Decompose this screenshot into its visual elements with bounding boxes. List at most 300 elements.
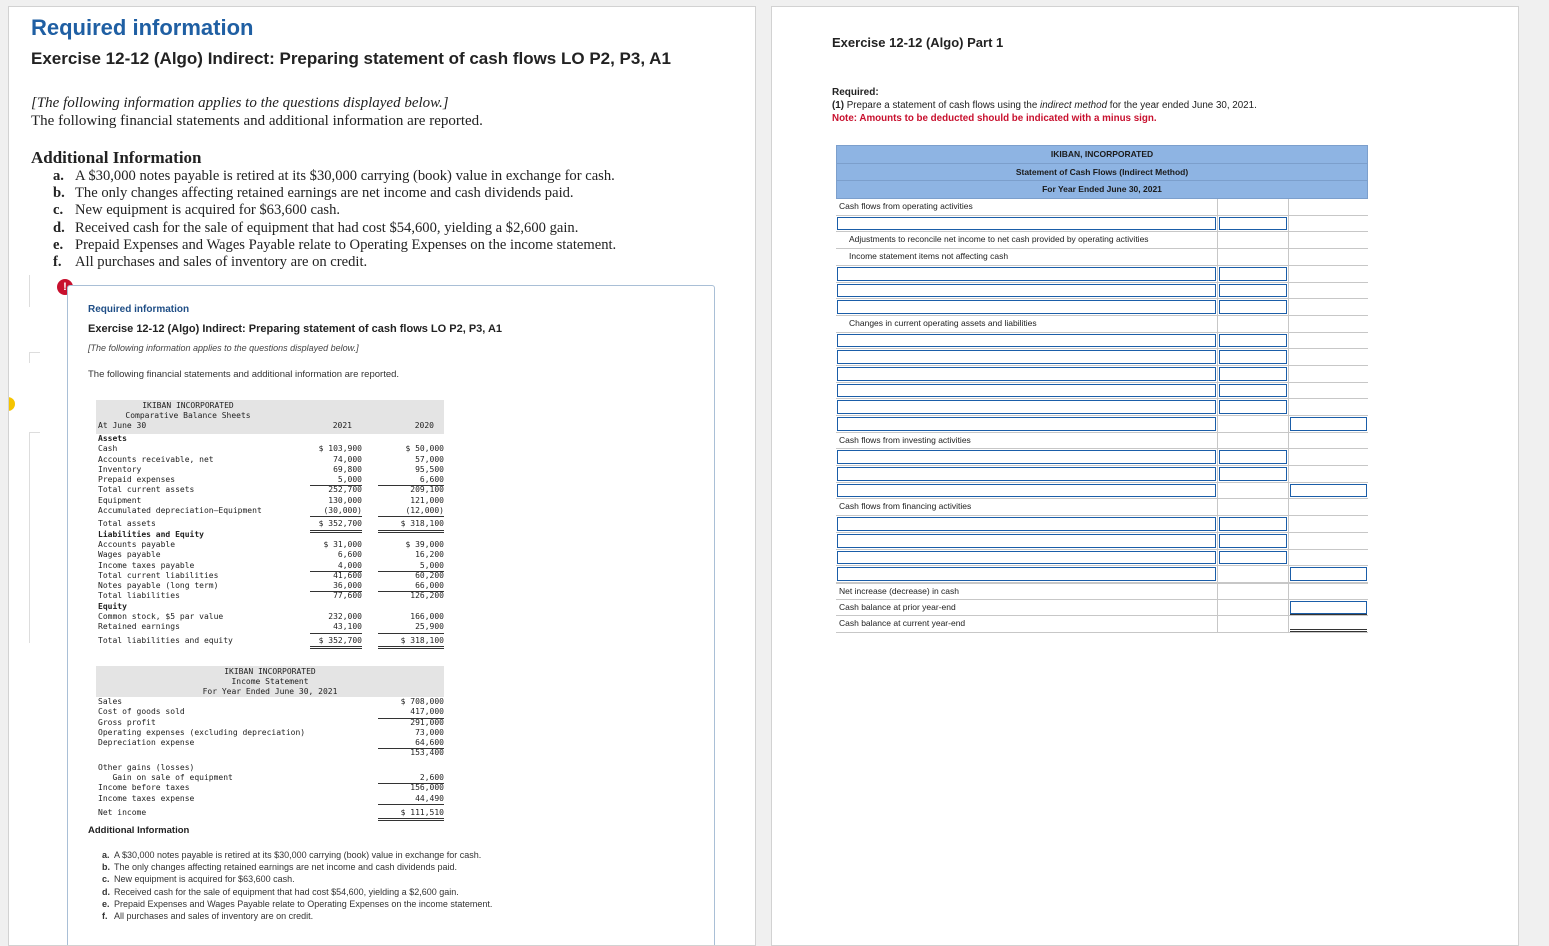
is-row-label: Gross profit [98, 717, 156, 727]
cf-amount-input[interactable] [1219, 534, 1287, 548]
cf-amount-input[interactable] [1219, 367, 1287, 381]
cf-row [836, 616, 1368, 633]
cf-section-label: Income statement items not affecting cash [849, 251, 1009, 262]
popup-additional-info-item: e. Prepaid Expenses and Wages Payable relate to Operating Expenses on the income statement. [102, 898, 493, 909]
cf-amount-cell [1218, 449, 1289, 465]
is-value: $ 708,000 [400, 697, 444, 706]
cf-amount-input[interactable] [1219, 384, 1287, 398]
bs-row-label: Assets [98, 434, 127, 443]
bs-row [96, 581, 444, 591]
cf-label-cell [836, 516, 1218, 532]
bs-value-2021: $ 31,000 [323, 539, 362, 549]
additional-info-item: a. A $30,000 notes payable is retired at its $30,000 carrying (book) value in exchange for cash. [53, 168, 615, 184]
cf-label-cell [836, 316, 1218, 332]
cf-amount-cell [1218, 266, 1289, 282]
alert-icon[interactable]: ! [57, 279, 73, 295]
is-value: 417,000 [378, 707, 444, 718]
bs-value-2020: $ 50,000 [405, 444, 444, 454]
cf-amount-cell [1218, 232, 1289, 248]
cf-amount-input[interactable] [1219, 334, 1287, 348]
cf-amount-input[interactable] [1219, 517, 1287, 531]
cf-amount-input[interactable] [1219, 284, 1287, 298]
scroll-marker-icon[interactable] [8, 397, 15, 411]
bs-row-label: Total current assets [98, 485, 195, 495]
cf-row [836, 533, 1368, 550]
bs-value-2020: 126,200 [410, 591, 444, 601]
cf-total-cell [1289, 266, 1368, 282]
is-value: 64,600 [378, 738, 444, 749]
bs-year-2021: 2021 [332, 421, 352, 430]
bs-value-2020: 166,000 [410, 612, 444, 622]
cf-amount-cell [1218, 584, 1289, 599]
cf-total-cell [1289, 399, 1368, 415]
bs-value-2020: 16,200 [415, 550, 444, 560]
cf-row [836, 583, 1368, 600]
cf-label-cell [836, 416, 1218, 432]
is-row-label: Operating expenses (excluding depreciation) [98, 727, 306, 737]
cf-total-cell [1289, 616, 1368, 632]
cf-section-label: Cash balance at current year-end [839, 618, 966, 629]
cf-row [836, 216, 1368, 233]
cf-amount-input[interactable] [1219, 217, 1287, 231]
cf-description-input[interactable] [837, 334, 1216, 348]
cf-label-cell [836, 266, 1218, 282]
cf-section-label: Changes in current operating assets and liabilities [849, 317, 1037, 328]
is-value: 291,000 [410, 717, 444, 727]
bs-value-2020: 57,000 [415, 454, 444, 464]
cf-amount-cell [1218, 366, 1289, 382]
is-value: 153,400 [410, 748, 444, 758]
bs-col-label: At June 30 [98, 421, 147, 430]
cf-total-cell [1289, 566, 1368, 582]
cash-flow-rows [836, 199, 1368, 633]
cf-amount-cell [1218, 416, 1289, 432]
cf-total-cell [1289, 216, 1368, 232]
cf-description-input[interactable] [837, 467, 1216, 481]
bs-row-label: Total liabilities and equity [98, 635, 233, 645]
cf-amount-cell [1218, 483, 1289, 499]
cf-period: For Year Ended June 30, 2021 [1042, 184, 1162, 195]
is-row-label: Net income [98, 807, 147, 817]
is-row [96, 783, 444, 793]
is-row [96, 707, 444, 717]
bs-value-2020: 25,900 [378, 622, 444, 633]
bs-row-label: Accounts receivable, net [98, 454, 214, 464]
cf-total-cell [1289, 483, 1368, 499]
cf-label-cell [836, 449, 1218, 465]
additional-info-list [53, 168, 616, 271]
cf-label-cell [836, 483, 1218, 499]
bs-row [96, 622, 444, 632]
cf-row [836, 333, 1368, 350]
is-value: $ 111,510 [378, 808, 444, 821]
cf-amount-input[interactable] [1219, 267, 1287, 281]
bs-row [96, 571, 444, 581]
required-info-popup[interactable] [67, 285, 715, 946]
bs-row-label: Notes payable (long term) [98, 581, 219, 591]
bs-row [96, 444, 444, 454]
cf-total-cell [1289, 584, 1368, 599]
bs-value-2021: 41,600 [333, 570, 362, 580]
cf-description-input[interactable] [837, 384, 1216, 398]
additional-info-item: c. New equipment is acquired for $63,600 cash. [53, 202, 341, 219]
cf-description-input[interactable] [837, 417, 1216, 431]
cf-amount-cell [1218, 283, 1289, 299]
cf-row [836, 299, 1368, 316]
divider [29, 275, 30, 307]
cf-total-cell [1289, 499, 1368, 515]
cf-ending-cash-total [1290, 629, 1367, 632]
additional-info-item: b. The only changes affecting retained earnings are net income and cash dividends paid. [53, 185, 574, 202]
bs-value-2021: 74,000 [333, 454, 362, 464]
question-panel [771, 6, 1519, 946]
cf-description-input[interactable] [837, 267, 1216, 281]
is-row [96, 728, 444, 738]
is-value: 73,000 [415, 727, 444, 737]
is-row [96, 748, 444, 758]
bs-row-label: Inventory [98, 464, 142, 474]
divider [29, 352, 40, 363]
cf-row [836, 416, 1368, 433]
cf-label-cell [836, 566, 1218, 582]
info-panel [8, 6, 756, 946]
cf-label-cell [836, 399, 1218, 415]
cf-amount-cell [1218, 199, 1289, 215]
cf-total-cell [1289, 249, 1368, 265]
cf-underline [1290, 614, 1367, 615]
bs-value-2020: 66,000 [378, 581, 444, 592]
cf-total-cell [1289, 416, 1368, 432]
bs-row-label: Income taxes payable [98, 560, 195, 570]
cf-amount-cell [1218, 550, 1289, 566]
bs-year-2020: 2020 [414, 421, 434, 430]
cf-amount-cell [1218, 349, 1289, 365]
cf-total-cell [1289, 449, 1368, 465]
bs-value-2020: (12,000) [378, 506, 444, 517]
is-row [96, 763, 444, 773]
bs-row-label: Liabilities and Equity [98, 529, 204, 539]
cf-amount-cell [1218, 600, 1289, 616]
cf-prior-cash-input[interactable] [1290, 601, 1367, 615]
cf-total-input[interactable] [1290, 567, 1367, 581]
bs-row [96, 465, 444, 475]
cf-row [836, 449, 1368, 466]
cf-description-input[interactable] [837, 534, 1216, 548]
income-statement [96, 666, 444, 818]
bs-row-label: Accounts payable [98, 539, 176, 549]
is-row [96, 808, 444, 818]
cf-label-cell [836, 499, 1218, 515]
bs-row-label: Total current liabilities [98, 570, 219, 580]
cf-row [836, 516, 1368, 533]
bs-value-2020: 209,100 [410, 485, 444, 495]
cf-total-cell [1289, 383, 1368, 399]
cf-description-input[interactable] [837, 300, 1216, 314]
cf-row [836, 283, 1368, 300]
bs-row-label: Common stock, $5 par value [98, 612, 224, 622]
is-row [96, 794, 444, 804]
cf-description-input[interactable] [837, 400, 1216, 414]
popup-additional-info-item: b. The only changes affecting retained earnings are net income and cash dividends paid. [102, 862, 458, 873]
cf-row [836, 483, 1368, 500]
cf-amount-input[interactable] [1219, 551, 1287, 565]
part-title: Exercise 12-12 (Algo) Part 1 [832, 35, 1004, 50]
cf-row [836, 399, 1368, 416]
cf-description-input[interactable] [837, 217, 1216, 231]
cf-total-cell [1289, 349, 1368, 365]
balance-sheet-header [96, 400, 444, 434]
popup-additional-info-item: d. Received cash for the sale of equipment that had cost $54,600, yielding a $2,600 gain. [102, 886, 459, 897]
balance-sheet [96, 400, 444, 646]
is-company: IKIBAN INCORPORATED [224, 667, 316, 676]
is-row-label: Other gains (losses) [98, 762, 195, 772]
cf-amount-cell [1218, 316, 1289, 332]
bs-value-2021: (30,000) [310, 506, 362, 517]
is-row [96, 773, 444, 783]
cash-flow-statement-table [836, 145, 1368, 633]
cf-amount-cell [1218, 516, 1289, 532]
cf-label-cell [836, 533, 1218, 549]
cf-description-input[interactable] [837, 367, 1216, 381]
is-row [96, 697, 444, 707]
bs-row [96, 506, 444, 516]
bs-value-2021: 77,600 [333, 591, 362, 601]
bs-value-2021: 36,000 [310, 581, 362, 592]
cf-description-input[interactable] [837, 450, 1216, 464]
cf-amount-cell [1218, 383, 1289, 399]
is-row-label: Depreciation expense [98, 738, 195, 748]
cf-title: Statement of Cash Flows (Indirect Method) [837, 164, 1367, 182]
additional-info-item: e. Prepaid Expenses and Wages Payable relate to Operating Expenses on the income statement. [53, 236, 617, 253]
bs-value-2021: 252,700 [328, 485, 362, 495]
cf-total-cell [1289, 316, 1368, 332]
cf-row [836, 499, 1368, 516]
popup-applies-note: [The following information applies to the questions displayed below.] [88, 343, 359, 353]
bs-row-label: Total assets [98, 519, 156, 529]
cf-label-cell [836, 466, 1218, 482]
popup-additional-info-item: a. A $30,000 notes payable is retired at its $30,000 carrying (book) value in exchange for cash. [102, 850, 482, 860]
requirement-note: Note: Amounts to be deducted should be indicated with a minus sign. [832, 113, 1157, 124]
popup-additional-info-title: Additional Information [88, 825, 190, 836]
bs-value-2021: 69,800 [333, 464, 362, 474]
income-statement-rows [96, 697, 444, 818]
cf-amount-cell [1218, 333, 1289, 349]
bs-row-label: Cash [98, 444, 118, 454]
cf-section-label: Cash flows from financing activities [839, 501, 972, 512]
bs-value-2020: 5,000 [378, 561, 444, 572]
bs-value-2021: 6,600 [337, 550, 362, 560]
cf-amount-input[interactable] [1219, 350, 1287, 364]
cf-amount-cell [1218, 299, 1289, 315]
bs-value-2021: $ 352,700 [310, 636, 362, 649]
is-row [96, 718, 444, 728]
bs-row [96, 540, 444, 550]
cf-amount-cell [1218, 433, 1289, 449]
cf-total-input[interactable] [1290, 484, 1367, 498]
bs-row [96, 485, 444, 495]
cf-total-cell [1289, 199, 1368, 215]
cf-amount-cell [1218, 399, 1289, 415]
cf-total-cell [1289, 550, 1368, 566]
bs-row-label: Wages payable [98, 550, 161, 560]
cf-total-cell [1289, 283, 1368, 299]
bs-value-2020: 95,500 [415, 464, 444, 474]
intro-line: The following financial statements and additional information are reported. [31, 113, 483, 129]
bs-row-label: Equipment [98, 495, 142, 505]
bs-value-2021: 43,100 [310, 622, 362, 633]
bs-value-2021: 4,000 [310, 561, 362, 572]
cf-label-cell [836, 333, 1218, 349]
bs-value-2021: 130,000 [328, 495, 362, 505]
cf-amount-input[interactable] [1219, 400, 1287, 414]
is-row-label: Gain on sale of equipment [98, 773, 233, 783]
cf-total-cell [1289, 516, 1368, 532]
cf-label-cell [836, 366, 1218, 382]
cf-total-input[interactable] [1290, 417, 1367, 431]
cf-description-input[interactable] [837, 284, 1216, 298]
popup-additional-info-list [102, 849, 492, 922]
cf-section-label: Adjustments to reconcile net income to net cash provided by operating activities [849, 234, 1149, 245]
cf-section-label: Cash flows from investing activities [839, 434, 971, 445]
cf-amount-cell [1218, 616, 1289, 632]
bs-row [96, 612, 444, 622]
cf-section-label: Cash balance at prior year-end [839, 601, 956, 612]
cf-label-cell [836, 216, 1218, 232]
additional-info-item: d. Received cash for the sale of equipment that had cost $54,600, yielding a $2,600 gain. [53, 219, 579, 236]
cf-amount-input[interactable] [1219, 450, 1287, 464]
additional-info-title: Additional Information [31, 148, 202, 167]
is-value: 156,000 [410, 783, 444, 793]
cf-description-input[interactable] [837, 567, 1216, 581]
cf-section-label: Cash flows from operating activities [839, 201, 973, 212]
cf-row [836, 349, 1368, 366]
cf-total-cell [1289, 232, 1368, 248]
cf-amount-cell [1218, 533, 1289, 549]
bs-row [96, 550, 444, 560]
cf-amount-cell [1218, 249, 1289, 265]
bs-row [96, 475, 444, 485]
cf-label-cell [836, 383, 1218, 399]
cf-row [836, 600, 1368, 617]
is-value: 44,490 [378, 794, 444, 805]
bs-row-label: Accumulated depreciation—Equipment [98, 506, 262, 516]
bs-value-2020: 121,000 [410, 495, 444, 505]
cf-description-input[interactable] [837, 350, 1216, 364]
divider [29, 432, 40, 643]
required-information-title: Required information [31, 15, 254, 40]
bs-row [96, 530, 444, 540]
bs-value-2021: 232,000 [328, 612, 362, 622]
cf-total-cell [1289, 366, 1368, 382]
bs-row-label: Retained earnings [98, 622, 180, 632]
additional-info-item: f. All purchases and sales of inventory are on credit. [53, 253, 368, 270]
cf-row [836, 383, 1368, 400]
cf-label-cell [836, 283, 1218, 299]
cf-description-input[interactable] [837, 484, 1216, 498]
cf-row [836, 550, 1368, 567]
is-row-label: Cost of goods sold [98, 707, 185, 717]
cf-row [836, 366, 1368, 383]
bs-value-2021: 5,000 [310, 475, 362, 486]
cf-company: IKIBAN, INCORPORATED [837, 146, 1367, 164]
bs-value-2020: 60,200 [415, 570, 444, 580]
cf-total-cell [1289, 433, 1368, 449]
cf-row [836, 199, 1368, 216]
popup-required-title: Required information [88, 304, 190, 315]
cf-amount-input[interactable] [1219, 467, 1287, 481]
cf-amount-cell [1218, 466, 1289, 482]
cf-total-cell [1289, 533, 1368, 549]
cf-total-cell [1289, 299, 1368, 315]
bs-row-label: Total liabilities [98, 591, 180, 601]
is-row-label: Income taxes expense [98, 793, 195, 803]
cf-row [836, 249, 1368, 266]
cf-total-cell [1289, 466, 1368, 482]
bs-row [96, 434, 444, 444]
is-row-label: Income before taxes [98, 783, 190, 793]
cf-row [836, 266, 1368, 283]
bs-row [96, 519, 444, 529]
popup-additional-info-item: c. New equipment is acquired for $63,600 cash. [102, 874, 295, 885]
cash-flow-header [836, 145, 1368, 199]
is-value: 2,600 [378, 773, 444, 784]
income-statement-header [96, 666, 444, 697]
bs-value-2020: 6,600 [378, 475, 444, 486]
bs-row [96, 561, 444, 571]
is-row-label: Sales [98, 697, 123, 706]
cf-row [836, 566, 1368, 583]
cf-section-label: Net increase (decrease) in cash [839, 585, 960, 596]
requirement-text: (1) Prepare a statement of cash flows using the indirect method for the year ended June 30, 2021. [832, 100, 1257, 111]
is-title: Income Statement [231, 677, 309, 686]
bs-row [96, 591, 444, 601]
cf-label-cell [836, 550, 1218, 566]
is-row [96, 738, 444, 748]
cf-label-cell [836, 349, 1218, 365]
balance-sheet-rows [96, 434, 444, 646]
cf-label-cell [836, 199, 1218, 215]
bs-row [96, 455, 444, 465]
cf-label-cell [836, 249, 1218, 265]
bs-company: IKIBAN INCORPORATED [142, 401, 234, 410]
cf-amount-cell [1218, 499, 1289, 515]
cf-amount-cell [1218, 216, 1289, 232]
popup-additional-info-item: f. All purchases and sales of inventory are on credit. [102, 910, 314, 921]
cf-description-input[interactable] [837, 517, 1216, 531]
bs-row [96, 602, 444, 612]
cf-row [836, 433, 1368, 450]
cf-label-cell [836, 600, 1218, 616]
bs-row [96, 636, 444, 646]
cf-row [836, 232, 1368, 249]
bs-row-label: Equity [98, 601, 127, 611]
bs-value-2020: $ 39,000 [405, 539, 444, 549]
cf-total-cell [1289, 333, 1368, 349]
cf-label-cell [836, 433, 1218, 449]
bs-row [96, 496, 444, 506]
cf-label-cell [836, 616, 1218, 632]
applies-note: [The following information applies to the questions displayed below.] [31, 95, 449, 111]
cf-amount-cell [1218, 566, 1289, 582]
cf-row [836, 466, 1368, 483]
is-period: For Year Ended June 30, 2021 [202, 687, 338, 696]
bs-title: Comparative Balance Sheets [125, 411, 251, 420]
bs-value-2020: $ 318,100 [378, 519, 444, 532]
cf-amount-input[interactable] [1219, 300, 1287, 314]
exercise-title: Exercise 12-12 (Algo) Indirect: Preparing statement of cash flows LO P2, P3, A1 [31, 49, 671, 68]
cf-description-input[interactable] [837, 551, 1216, 565]
cf-label-cell [836, 232, 1218, 248]
